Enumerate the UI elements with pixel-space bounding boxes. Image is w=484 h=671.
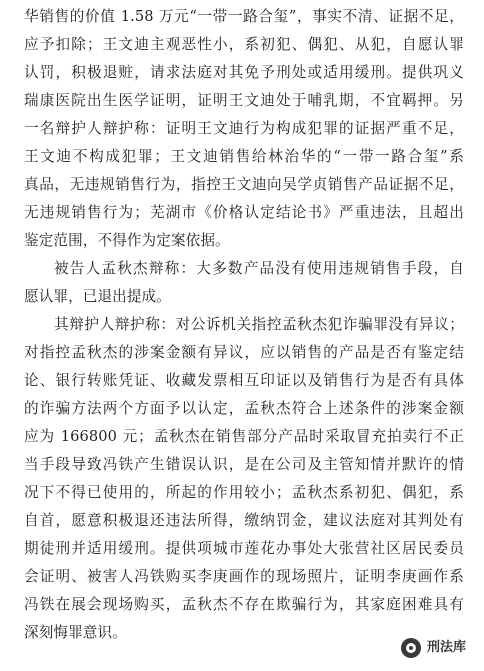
text-line-11: 愿认罪，已退出提成。 [24,288,171,305]
text-line-16: 应为 166800 元；孟秋杰在销售部分产品时采取冒充拍卖行不正 [24,428,464,445]
text-line-21: 会证明、被害人冯铁购买李庚画作的现场照片，证明李庚画作系 [24,568,464,585]
text-line-15: 的诈骗方法两个方面予以认定，孟秋杰符合上述条件的涉案金额 [24,400,464,417]
watermark [397,635,472,661]
text-line-19: 自首，愿意积极退还违法所得，缴纳罚金，建议法庭对其判处有 [24,512,464,529]
paragraph-start-line-12: 其辩护人辩护称：对公诉机关指控孟秋杰犯诈骗罪没有异议； [54,316,464,333]
text-line-8: 无违规销售行为；芜湖市《价格认定结论书》严重违法，且超出 [24,204,464,221]
text-line-18: 况下不得已使用的，所起的作用较小；孟秋杰系初犯、偶犯，系 [24,484,464,501]
text-line-3: 认罚，积极退赃，请求法庭对其免予刑处或适用缓刑。提供巩义 [24,64,464,81]
text-line-6: 王文迪不构成犯罪；王文迪销售给林治华的“一带一路合玺”系 [24,148,464,165]
watermark-text: 刑法库 [426,640,466,655]
text-line-2: 应予扣除；王文迪主观恶性小，系初犯、偶犯、从犯，自愿认罪 [24,36,464,53]
text-line-14: 论、银行转账凭证、收藏发票相互印证以及销售行为是否有具体 [24,372,464,389]
text-line-23: 深刻悔罪意识。 [24,624,127,641]
text-line-17: 当手段导致冯铁产生错误认识，是在公司及主管知情并默许的情 [24,456,464,473]
text-line-13: 对指控孟秋杰的涉案金额有异议，应以销售的产品是否有鉴定结 [24,344,464,361]
text-line-5: 一名辩护人辩护称：证明王文迪行为构成犯罪的证据严重不足， [24,120,464,137]
text-line-7: 真品，无违规销售行为，指控王文迪向吴学贞销售产品证据不足， [24,176,464,193]
text-line-20: 期徒刑并适用缓刑。提供项城市莲花办事处大张营社区居民委员 [24,540,464,557]
text-line-4: 瑞康医院出生医学证明，证明王文迪处于哺乳期，不宜羁押。另 [24,92,464,109]
text-line-22: 冯铁在展会现场购买，孟秋杰不存在欺骗行为，其家庭困难具有 [24,596,464,613]
text-line-9: 鉴定范围，不得作为定案依据。 [24,232,230,249]
paragraph-start-line-10: 被告人孟秋杰辩称：大多数产品没有使用违规销售手段，自 [54,260,464,277]
circle-logo-icon [401,638,421,658]
text-line-1: 华销售的价值 1.58 万元“一带一路合玺”，事实不清、证据不足， [24,8,464,25]
